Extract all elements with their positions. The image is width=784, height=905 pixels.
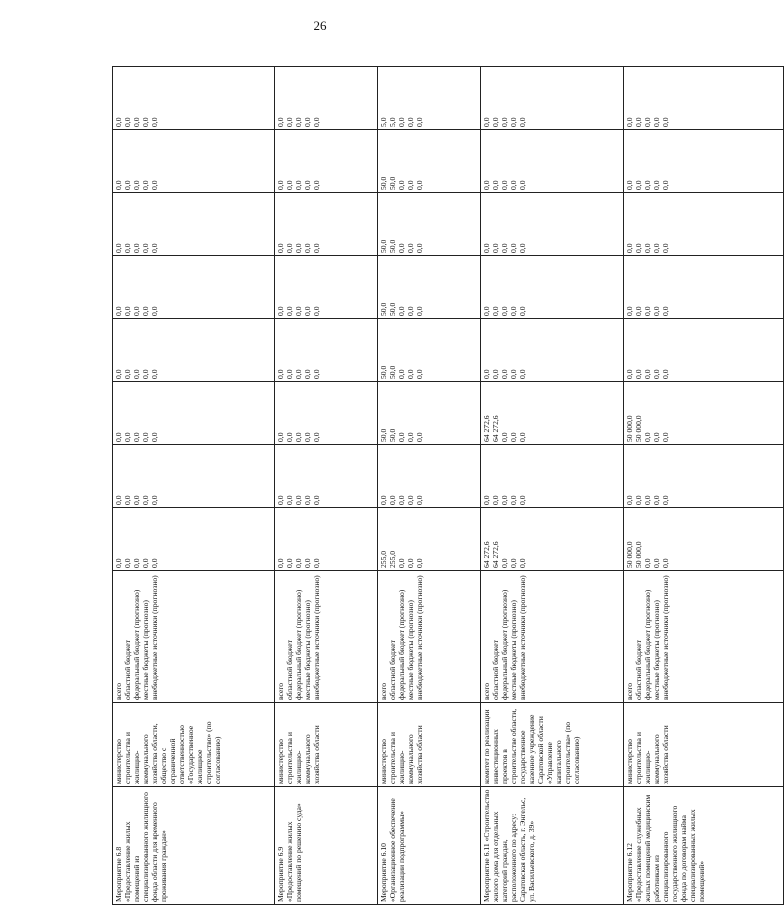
value: 0,0 xyxy=(285,432,294,442)
value: 0,0 xyxy=(397,243,406,253)
value: 0,0 xyxy=(141,369,150,379)
value: 0,0 xyxy=(150,369,159,379)
funding-source-label: областной бюджет xyxy=(123,640,132,700)
table-body xyxy=(113,67,784,905)
value-cell xyxy=(481,67,624,130)
value: 50,0 xyxy=(388,239,397,253)
activity-cell: Мероприятие 6.9 «Предоставление жилых помещений по решению суда» xyxy=(275,787,378,905)
value: 0,0 xyxy=(294,306,303,316)
funding-source-label: областной бюджет xyxy=(634,640,643,700)
value: 0,0 xyxy=(312,117,321,127)
value: 0,0 xyxy=(634,306,643,316)
rotated-table-area xyxy=(112,67,706,905)
value: 0,0 xyxy=(634,495,643,505)
rotated-table xyxy=(112,67,706,905)
value: 0,0 xyxy=(509,306,518,316)
value: 0,0 xyxy=(652,558,661,568)
funding-source-label: всего xyxy=(625,682,634,700)
value: 0,0 xyxy=(509,369,518,379)
value: 0,0 xyxy=(518,117,527,127)
value-cell xyxy=(378,445,481,508)
value: 0,0 xyxy=(141,243,150,253)
value: 0,0 xyxy=(518,243,527,253)
value-cell xyxy=(113,67,275,130)
funding-sources-cell xyxy=(275,571,378,703)
value: 0,0 xyxy=(661,432,670,442)
value-cell xyxy=(113,382,275,445)
value: 0,0 xyxy=(643,495,652,505)
value: 0,0 xyxy=(661,306,670,316)
value-cell xyxy=(113,319,275,382)
funding-source-label: федеральный бюджет (прогнозно) xyxy=(643,589,652,700)
funding-source-label: местные бюджеты (прогнозно) xyxy=(406,600,415,700)
value: 50 000,0 xyxy=(634,541,643,568)
value: 0,0 xyxy=(132,180,141,190)
value: 0,0 xyxy=(415,369,424,379)
funding-sources-cell xyxy=(113,571,275,703)
funding-source-label: федеральный бюджет (прогнозно) xyxy=(132,589,141,700)
value: 0,0 xyxy=(294,243,303,253)
value: 0,0 xyxy=(482,495,491,505)
value-cell xyxy=(275,382,378,445)
value: 255,0 xyxy=(388,550,397,568)
table-row xyxy=(481,67,624,905)
value: 50,0 xyxy=(379,239,388,253)
value: 0,0 xyxy=(303,180,312,190)
value: 0,0 xyxy=(491,243,500,253)
value: 0,0 xyxy=(491,495,500,505)
value: 0,0 xyxy=(141,306,150,316)
value: 0,0 xyxy=(294,180,303,190)
activity-cell: Мероприятие 6.12 «Предоставление служебных жилых помещений медицинским работникам из специализированного государственного жилищного фонда по договорам найма специализированных жилых помещений» xyxy=(624,787,784,905)
value: 0,0 xyxy=(509,432,518,442)
value-cell xyxy=(624,445,784,508)
value: 0,0 xyxy=(303,117,312,127)
value: 0,0 xyxy=(518,306,527,316)
value: 0,0 xyxy=(123,117,132,127)
value: 0,0 xyxy=(652,243,661,253)
value: 0,0 xyxy=(303,243,312,253)
value-cell xyxy=(378,319,481,382)
value: 0,0 xyxy=(415,495,424,505)
value: 0,0 xyxy=(388,495,397,505)
value: 0,0 xyxy=(482,306,491,316)
funding-source-label: внебюджетные источники (прогнозно) xyxy=(150,575,159,700)
funding-source-label: федеральный бюджет (прогнозно) xyxy=(500,589,509,700)
value: 0,0 xyxy=(141,117,150,127)
value: 0,0 xyxy=(294,369,303,379)
value: 0,0 xyxy=(294,117,303,127)
funding-sources-cell xyxy=(624,571,784,703)
value-cell xyxy=(624,130,784,193)
value: 0,0 xyxy=(625,306,634,316)
value: 0,0 xyxy=(634,369,643,379)
value: 0,0 xyxy=(652,180,661,190)
value: 0,0 xyxy=(132,369,141,379)
value: 0,0 xyxy=(652,369,661,379)
value: 0,0 xyxy=(303,432,312,442)
value: 0,0 xyxy=(406,369,415,379)
value: 0,0 xyxy=(652,432,661,442)
value: 0,0 xyxy=(406,180,415,190)
value: 0,0 xyxy=(123,495,132,505)
value: 0,0 xyxy=(285,495,294,505)
value: 0,0 xyxy=(276,117,285,127)
value-cell xyxy=(378,130,481,193)
value: 0,0 xyxy=(625,180,634,190)
value: 0,0 xyxy=(285,117,294,127)
value: 0,0 xyxy=(285,369,294,379)
value: 0,0 xyxy=(276,306,285,316)
value: 0,0 xyxy=(500,306,509,316)
value-cell xyxy=(378,382,481,445)
value-cell xyxy=(113,256,275,319)
value-cell xyxy=(378,67,481,130)
value: 50,0 xyxy=(379,302,388,316)
value-cell xyxy=(481,382,624,445)
funding-source-label: федеральный бюджет (прогнозно) xyxy=(294,589,303,700)
value: 0,0 xyxy=(397,306,406,316)
value: 0,0 xyxy=(652,117,661,127)
value: 0,0 xyxy=(114,495,123,505)
value-cell xyxy=(481,445,624,508)
value: 0,0 xyxy=(312,306,321,316)
value: 0,0 xyxy=(294,558,303,568)
value: 0,0 xyxy=(415,243,424,253)
value-cell xyxy=(113,193,275,256)
value: 0,0 xyxy=(661,558,670,568)
value: 0,0 xyxy=(141,432,150,442)
value: 0,0 xyxy=(397,117,406,127)
funding-source-label: местные бюджеты (прогнозно) xyxy=(141,600,150,700)
value: 0,0 xyxy=(500,369,509,379)
value-cell xyxy=(624,193,784,256)
table-row xyxy=(113,67,275,905)
value: 0,0 xyxy=(150,243,159,253)
value: 0,0 xyxy=(132,117,141,127)
value: 0,0 xyxy=(406,117,415,127)
funding-source-label: всего xyxy=(482,682,491,700)
value: 0,0 xyxy=(482,117,491,127)
value: 0,0 xyxy=(661,243,670,253)
table-row xyxy=(275,67,378,905)
value: 0,0 xyxy=(379,495,388,505)
value-cell xyxy=(378,508,481,571)
budget-table xyxy=(112,66,784,905)
value: 0,0 xyxy=(132,558,141,568)
value: 0,0 xyxy=(132,495,141,505)
value: 0,0 xyxy=(123,243,132,253)
value: 0,0 xyxy=(303,558,312,568)
value: 0,0 xyxy=(625,117,634,127)
value: 5,0 xyxy=(388,117,397,127)
value: 0,0 xyxy=(312,495,321,505)
value: 0,0 xyxy=(123,369,132,379)
value: 0,0 xyxy=(482,180,491,190)
value: 0,0 xyxy=(518,432,527,442)
value: 0,0 xyxy=(661,117,670,127)
value: 0,0 xyxy=(652,495,661,505)
value-cell xyxy=(275,508,378,571)
value-cell xyxy=(113,508,275,571)
value: 50,0 xyxy=(388,428,397,442)
value: 0,0 xyxy=(643,558,652,568)
value: 0,0 xyxy=(491,306,500,316)
value: 0,0 xyxy=(415,432,424,442)
value: 0,0 xyxy=(276,495,285,505)
funding-source-label: всего xyxy=(114,682,123,700)
value: 0,0 xyxy=(150,432,159,442)
value: 0,0 xyxy=(150,180,159,190)
value: 0,0 xyxy=(500,180,509,190)
value: 0,0 xyxy=(397,432,406,442)
value: 0,0 xyxy=(276,558,285,568)
funding-source-label: областной бюджет xyxy=(491,640,500,700)
funding-source-label: местные бюджеты (прогнозно) xyxy=(303,600,312,700)
value: 0,0 xyxy=(661,369,670,379)
value-cell xyxy=(275,193,378,256)
value-cell xyxy=(481,256,624,319)
value: 0,0 xyxy=(150,117,159,127)
value: 0,0 xyxy=(406,306,415,316)
value: 0,0 xyxy=(150,558,159,568)
value-cell xyxy=(624,67,784,130)
executor-cell: министерство строительства и жилищно-коммунального хозяйства области xyxy=(624,703,784,787)
funding-source-label: местные бюджеты (прогнозно) xyxy=(652,600,661,700)
value: 0,0 xyxy=(406,558,415,568)
value: 0,0 xyxy=(643,180,652,190)
value: 0,0 xyxy=(114,243,123,253)
value: 0,0 xyxy=(141,180,150,190)
value: 0,0 xyxy=(114,180,123,190)
value: 0,0 xyxy=(312,243,321,253)
value: 0,0 xyxy=(150,306,159,316)
value: 0,0 xyxy=(294,432,303,442)
value: 0,0 xyxy=(303,495,312,505)
value: 0,0 xyxy=(285,558,294,568)
value: 0,0 xyxy=(415,558,424,568)
value: 0,0 xyxy=(397,558,406,568)
value: 0,0 xyxy=(643,117,652,127)
value-cell xyxy=(481,508,624,571)
funding-sources-cell xyxy=(481,571,624,703)
value: 0,0 xyxy=(482,369,491,379)
value: 0,0 xyxy=(415,117,424,127)
funding-source-label: внебюджетные источники (прогнозно) xyxy=(518,575,527,700)
value-cell xyxy=(275,67,378,130)
value: 0,0 xyxy=(643,369,652,379)
value: 0,0 xyxy=(491,117,500,127)
value: 0,0 xyxy=(114,558,123,568)
table-row xyxy=(378,67,481,905)
value: 0,0 xyxy=(276,369,285,379)
funding-source-label: всего xyxy=(379,682,388,700)
value: 0,0 xyxy=(625,243,634,253)
value: 0,0 xyxy=(518,180,527,190)
value-cell xyxy=(624,319,784,382)
executor-cell: министерство строительства и жилищно-коммунального хозяйства области, общество с ограниченной ответственностью «Государственное жилищное строительство» (по согласованию) xyxy=(113,703,275,787)
value: 0,0 xyxy=(123,558,132,568)
value: 50,0 xyxy=(388,176,397,190)
value: 50 000,0 xyxy=(634,415,643,442)
value: 0,0 xyxy=(625,495,634,505)
value: 0,0 xyxy=(303,306,312,316)
value: 0,0 xyxy=(509,495,518,505)
value: 0,0 xyxy=(397,180,406,190)
value-cell xyxy=(481,130,624,193)
value-cell xyxy=(113,130,275,193)
value: 0,0 xyxy=(123,306,132,316)
value: 0,0 xyxy=(415,306,424,316)
funding-source-label: внебюджетные источники (прогнозно) xyxy=(312,575,321,700)
value: 0,0 xyxy=(500,432,509,442)
value: 255,0 xyxy=(379,550,388,568)
executor-cell: министерство строительства и жилищно-коммунального хозяйства области xyxy=(378,703,481,787)
value: 0,0 xyxy=(518,369,527,379)
value: 0,0 xyxy=(625,369,634,379)
value-cell xyxy=(275,130,378,193)
value: 64 272,6 xyxy=(491,541,500,568)
value: 50,0 xyxy=(388,302,397,316)
value: 0,0 xyxy=(509,180,518,190)
value-cell xyxy=(378,193,481,256)
value: 0,0 xyxy=(634,117,643,127)
value-cell xyxy=(275,445,378,508)
value-cell xyxy=(275,256,378,319)
value: 0,0 xyxy=(509,117,518,127)
value: 5,0 xyxy=(379,117,388,127)
value: 0,0 xyxy=(397,495,406,505)
value: 0,0 xyxy=(634,180,643,190)
value: 0,0 xyxy=(509,558,518,568)
activity-cell: Мероприятие 6.8 «Предоставление жилых помещений из специализированного жилищного фонда области для временного проживания граждан» xyxy=(113,787,275,905)
value-cell xyxy=(378,256,481,319)
value: 0,0 xyxy=(482,243,491,253)
value: 0,0 xyxy=(294,495,303,505)
funding-source-label: местные бюджеты (прогнозно) xyxy=(509,600,518,700)
value: 64 272,6 xyxy=(491,415,500,442)
value: 0,0 xyxy=(406,432,415,442)
executor-cell: комитет по реализации инвестиционных проектов в строительстве области, государственное казенное учреждение Саратовской области «Управление капитального строительства» (по согласованию) xyxy=(481,703,624,787)
value: 50,0 xyxy=(379,176,388,190)
value: 0,0 xyxy=(500,558,509,568)
funding-sources-cell xyxy=(378,571,481,703)
value: 0,0 xyxy=(491,369,500,379)
value: 0,0 xyxy=(406,495,415,505)
value: 0,0 xyxy=(132,243,141,253)
table-row xyxy=(624,67,784,905)
value: 0,0 xyxy=(123,432,132,442)
value: 0,0 xyxy=(123,180,132,190)
value: 50,0 xyxy=(379,428,388,442)
funding-source-label: всего xyxy=(276,682,285,700)
value: 50,0 xyxy=(379,365,388,379)
funding-source-label: внебюджетные источники (прогнозно) xyxy=(415,575,424,700)
value: 0,0 xyxy=(132,432,141,442)
value: 0,0 xyxy=(500,495,509,505)
value: 0,0 xyxy=(661,180,670,190)
value: 0,0 xyxy=(500,117,509,127)
value: 64 272,6 xyxy=(482,415,491,442)
value: 0,0 xyxy=(415,180,424,190)
value-cell xyxy=(481,193,624,256)
value: 0,0 xyxy=(643,243,652,253)
value-cell xyxy=(624,508,784,571)
value: 0,0 xyxy=(652,306,661,316)
value: 50 000,0 xyxy=(625,415,634,442)
value: 0,0 xyxy=(312,180,321,190)
value: 0,0 xyxy=(285,180,294,190)
page-number: 26 xyxy=(313,18,327,33)
value: 0,0 xyxy=(406,243,415,253)
value: 0,0 xyxy=(150,495,159,505)
activity-cell: Мероприятие 6.10 «Организационное обеспечение реализации подпрограммы» xyxy=(378,787,481,905)
value: 50 000,0 xyxy=(625,541,634,568)
value: 0,0 xyxy=(312,369,321,379)
value: 0,0 xyxy=(276,243,285,253)
value: 0,0 xyxy=(518,558,527,568)
value: 0,0 xyxy=(141,558,150,568)
value: 0,0 xyxy=(312,558,321,568)
value: 0,0 xyxy=(285,306,294,316)
value: 0,0 xyxy=(132,306,141,316)
value: 0,0 xyxy=(397,369,406,379)
value: 0,0 xyxy=(509,243,518,253)
activity-cell: Мероприятие 6.11 «Строительство жилого дома для отдельных категорий граждан, расположенного по адресу: Саратовская область, г. Энгельс, ул. Васильевского, д. 39» xyxy=(481,787,624,905)
funding-source-label: областной бюджет xyxy=(388,640,397,700)
value: 64 272,6 xyxy=(482,541,491,568)
value: 0,0 xyxy=(276,180,285,190)
value-cell xyxy=(624,256,784,319)
executor-cell: министерство строительства и жилищно-коммунального хозяйства области xyxy=(275,703,378,787)
value: 0,0 xyxy=(500,243,509,253)
value: 0,0 xyxy=(312,432,321,442)
value: 0,0 xyxy=(141,495,150,505)
value: 0,0 xyxy=(114,117,123,127)
value: 0,0 xyxy=(491,180,500,190)
value: 0,0 xyxy=(661,495,670,505)
value: 0,0 xyxy=(114,432,123,442)
funding-source-label: внебюджетные источники (прогнозно) xyxy=(661,575,670,700)
value: 0,0 xyxy=(518,495,527,505)
funding-source-label: областной бюджет xyxy=(285,640,294,700)
value: 0,0 xyxy=(643,432,652,442)
value: 0,0 xyxy=(114,306,123,316)
value-cell xyxy=(113,445,275,508)
value-cell xyxy=(624,382,784,445)
value: 0,0 xyxy=(285,243,294,253)
value: 0,0 xyxy=(276,432,285,442)
value: 0,0 xyxy=(634,243,643,253)
value: 50,0 xyxy=(388,365,397,379)
value-cell xyxy=(275,319,378,382)
value: 0,0 xyxy=(643,306,652,316)
value: 0,0 xyxy=(114,369,123,379)
value-cell xyxy=(481,319,624,382)
value: 0,0 xyxy=(303,369,312,379)
funding-source-label: федеральный бюджет (прогнозно) xyxy=(397,589,406,700)
